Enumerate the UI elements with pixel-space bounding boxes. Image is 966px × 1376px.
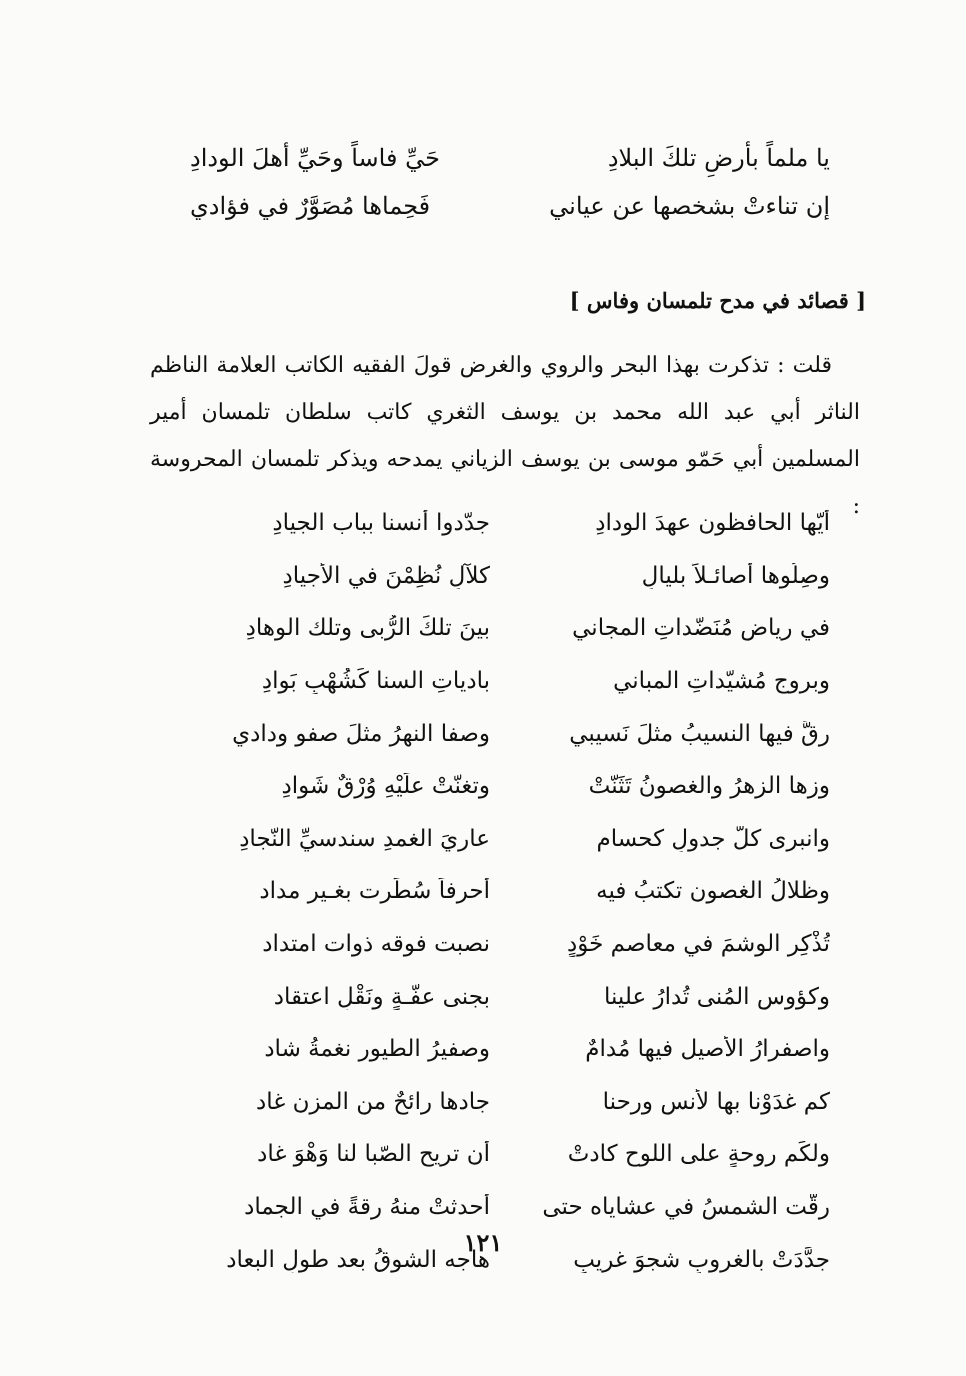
poem-verse bbox=[190, 655, 830, 708]
verse-second-hemistich: أحدثتْ منهُ رقةً في الجماد bbox=[244, 1194, 490, 1221]
intro-verse bbox=[190, 186, 830, 226]
verse-second-hemistich: جدّدوا أُنسنا بباب الجيادِ bbox=[272, 510, 490, 537]
verse-second-hemistich: عاريَ الغمدِ سندسيِّ النّجادِ bbox=[239, 825, 490, 852]
verse-second-hemistich: بينَ تلكَ الرُّبى وتلك الوهادِ bbox=[245, 615, 490, 642]
verse-first-hemistich: وزها الزهرُ والغصونُ تَثَنّتْ bbox=[588, 773, 830, 800]
verse-second-hemistich: بجنى عفّـةٍ ونَقْلِ اعتقاد bbox=[273, 983, 490, 1010]
poem-verse bbox=[190, 1128, 830, 1181]
verse-second-hemistich: هاجه الشوقُ بعد طولِ البعاد bbox=[226, 1246, 490, 1273]
verse-first-hemistich: تُذْكِر الوشمَ في معاصمِ خَوْدٍ bbox=[567, 931, 830, 958]
verse-first-hemistich: وظلالُ الغصون تكتبُ فيه bbox=[596, 878, 830, 905]
poem-verse bbox=[190, 1023, 830, 1076]
poem-verse bbox=[190, 1076, 830, 1129]
verse-first-hemistich: كم غدَوْنا بها لأنسٍ ورحنا bbox=[602, 1088, 830, 1115]
verse-first-hemistich: وكؤوس المُنى تُدارُ علينا bbox=[603, 983, 830, 1010]
poem-verse bbox=[190, 865, 830, 918]
verse-first-hemistich: وانبرى كلُّ جدولٍ كحسامٍ bbox=[596, 825, 830, 852]
page-number: ١٢١ bbox=[463, 1228, 503, 1257]
verse-second-hemistich: بادياتِ السنا كَشُهْبٍ بَوادِ bbox=[261, 668, 490, 695]
poem-verse bbox=[190, 1181, 830, 1234]
verse-second-hemistich: وتغنّتْ علَيْهِ وُرْقٌ شَوادِ bbox=[281, 773, 490, 800]
verse-first-hemistich: جدَّدَتْ بالغروبِ شجوَ غريبٍ bbox=[573, 1246, 830, 1273]
poem-verse bbox=[190, 707, 830, 760]
verse-second-hemistich: نصبت فوقه ذوات امتداد bbox=[262, 931, 490, 958]
verse-second-hemistich: جادها رائحٌ من المزن غاد bbox=[256, 1088, 490, 1115]
poem-verse bbox=[190, 550, 830, 603]
verse-first-hemistich: رقّت الشمسُ في عشاياه حتى bbox=[542, 1194, 830, 1221]
poem-verse bbox=[190, 970, 830, 1023]
verse-first-hemistich: وصِلُوها أصائـلاً بليالٍ bbox=[641, 562, 830, 589]
poem-verse bbox=[190, 760, 830, 813]
verse-second-hemistich: كلآلٍ نُظِمْنَ في الأجيادِ bbox=[282, 562, 490, 589]
verse-first-hemistich: أيّها الحافظون عهدَ الودادِ bbox=[595, 510, 830, 537]
poem-verse bbox=[190, 918, 830, 971]
verse-first-hemistich: واصفرارُ الأصيل فيها مُدامٌ bbox=[585, 1036, 830, 1063]
intro-verse-first-hemistich: إن تناءتْ بشخصها عن عياني bbox=[549, 192, 830, 220]
verse-first-hemistich: ولكَم روحةٍ على اللوح كادتْ bbox=[567, 1141, 830, 1168]
poem bbox=[190, 497, 830, 1286]
intro-verse bbox=[190, 138, 830, 178]
prose-paragraph: قلت : تذكرت بهذا البحر والروي والغرض قولَ الفقيه الكاتب العلامة الناظم الناثر أبي عبد الله محمد بن يوسف الثغري كاتب سلطان تلمسان أمير المسلمين أبي حَمّو موسى بن يوسف الزياني يمدحه ويذكر تلمسان المحروسة : bbox=[150, 353, 860, 519]
poem-verse bbox=[190, 813, 830, 866]
poem-verse bbox=[190, 602, 830, 655]
verse-first-hemistich: في رياضٍ مُنَضّداتِ المجاني bbox=[572, 615, 830, 642]
section-heading: [ قصائد في مدح تلمسان وفاس ] bbox=[569, 288, 866, 313]
verse-second-hemistich: أن تريح الصّبا لنا وَهْوَ غاد bbox=[257, 1141, 490, 1168]
verse-first-hemistich: وبروجٍ مُشيّداتِ المباني bbox=[613, 668, 830, 695]
verse-second-hemistich: أحرفاً سُطِّرت بغـير مداد bbox=[259, 878, 490, 905]
intro-verse-second-hemistich: فَحِماها مُصَوَّرٌ في فؤادي bbox=[190, 192, 431, 220]
intro-verse-second-hemistich: حَيِّ فاساً وحَيِّ أهلَ الودادِ bbox=[190, 144, 440, 172]
verse-second-hemistich: وصفا النهرُ مثلَ صفوِ ودادي bbox=[232, 720, 490, 747]
poem-verse bbox=[190, 497, 830, 550]
verse-first-hemistich: رقَّ فيها النسيبُ مثلَ نَسيبي bbox=[569, 720, 830, 747]
intro-verse-first-hemistich: يا ملماً بأرضِ تلكَ البلادِ bbox=[607, 144, 830, 172]
verse-second-hemistich: وصفيرُ الطيورِ نغمةُ شاد bbox=[264, 1036, 490, 1063]
